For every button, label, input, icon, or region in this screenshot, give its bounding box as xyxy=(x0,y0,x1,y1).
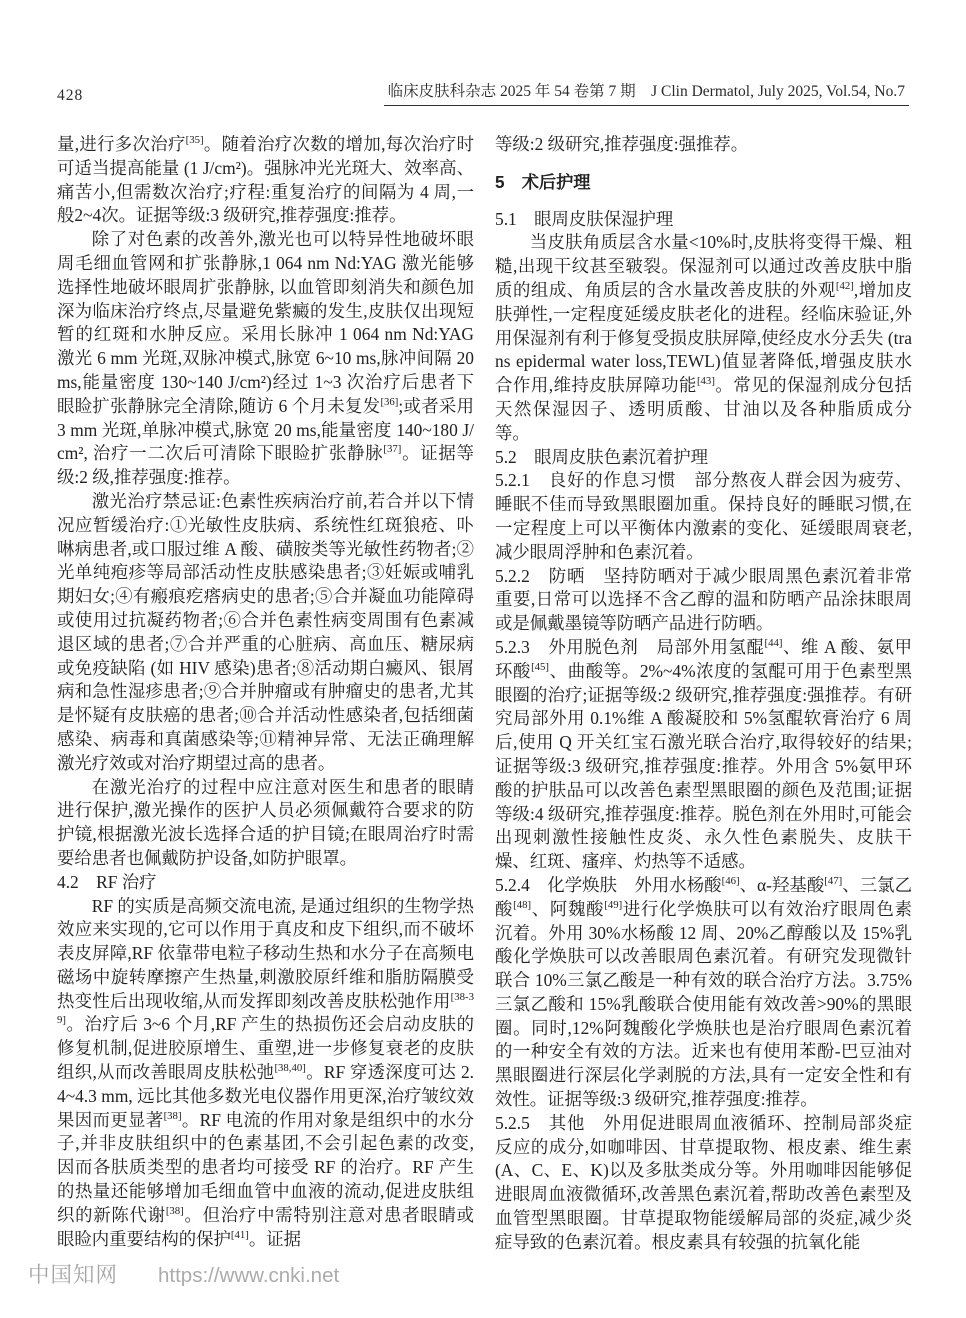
paragraph-continuation: 等级:2 级研究,推荐强度:强推荐。 xyxy=(495,134,749,154)
journal-citation: 临床皮肤科杂志 2025 年 54 卷第 7 期 J Clin Dermatol, July 2025, Vol.54, No.7 xyxy=(384,82,909,106)
paragraph: 5.2.1 良好的作息习惯 部分熬夜人群会因为疲劳、睡眠不佳而导致黑眼圈加重。保持良好的睡眠习惯,在一定程度上可以平衡体内激素的变化、延缓眼周衰老,减少眼周浮肿和色素沉着。 xyxy=(495,470,912,562)
page-header xyxy=(57,82,909,106)
section-heading-5-2: 5.2 眼周皮肤色素沉着护理 xyxy=(495,446,709,467)
left-column xyxy=(57,133,474,1255)
paragraph: 当皮肤角质层含水量<10%时,皮肤将变得干燥、粗糙,出现干纹甚至皲裂。保湿剂可以通过改善皮肤中脂质的组成、角质层的含水量改善皮肤的外观[42],增加皮肤弹性,一定程度延缓皮肤老化的进程。经临床验证,外用保湿剂有利于修复受损皮肤屏障,使经皮水分丢失 (trans epidermal water loss,TEWL)值显著降低,增强皮肤水合作用,维持皮肤屏障功能[43]。常见的保湿剂成分包括天然保湿因子、透明质酸、甘油以及各种脂质成分等。 xyxy=(495,232,912,443)
article-body xyxy=(57,133,911,1255)
page-number: 428 xyxy=(57,87,84,104)
section-heading-4-2: 4.2 RF 治疗 xyxy=(57,871,157,892)
section-heading-5-1: 5.1 眼周皮肤保湿护理 xyxy=(495,208,674,229)
paragraph: 5.2.2 防晒 坚持防晒对于减少眼周黑色素沉着非常重要,日常可以选择不含乙醇的温和防晒产品涂抹眼周或是佩戴墨镜等防晒产品进行防晒。 xyxy=(495,565,912,634)
cnki-site-url: https://www.cnki.net xyxy=(158,1264,340,1287)
paragraph: 5.2.3 外用脱色剂 局部外用氢醌[44]、维 A 酸、氨甲环酸[45]、曲酸等。2%~4%浓度的氢醌可用于色素型黑眼圈的治疗;证据等级:2 级研究,推荐强度:强推荐。有研究局部外用 0.1%维 A 酸凝胶和 5%氢醌软膏治疗 6 周后,使用 Q 开关红宝石激光联合治疗,取得较好的结果;证据等级:3 级研究,推荐强度:推荐。外用含 5%氨甲环酸的护肤品可以改善色素型黑眼圈的颜色及范围;证据等级:4 级研究,推荐强度:推荐。脱色剂在外用时,可能会出现刺激性接触性皮炎、永久性色素脱失、皮肤干燥、红斑、瘙痒、灼热等不适感。 xyxy=(495,636,912,872)
paragraph: 在激光治疗的过程中应注意对医生和患者的眼睛进行保护,激光操作的医护人员必须佩戴符合要求的防护镜,根据激光波长选择合适的护目镜;在眼周治疗时需要给患者也佩戴防护设备,如防护眼罩。 xyxy=(57,776,474,868)
paragraph: 5.2.4 化学焕肤 外用水杨酸[46]、α-羟基酸[47]、三氯乙酸[48]、阿魏酸[49]进行化学焕肤可以有效治疗眼周色素沉着。外用 30%水杨酸 12 周、20%乙醇酸以及 15%乳酸化学焕肤可以改善眼周色素沉着。有研究发现微针联合 10%三氯乙酸是一种有效的联合治疗方法。3.75%三氯乙酸和 15%乳酸联合使用能有效改善>90%的黑眼圈。同时,12%阿魏酸化学焕肤也是治疗眼周色素沉着的一种安全有效的方法。近来也有使用苯酚-巴豆油对黑眼圈进行深层化学剥脱的方法,具有一定安全性和有效性。证据等级:3 级研究,推荐强度:推荐。 xyxy=(495,874,912,1110)
paragraph: 除了对色素的改善外,激光也可以特异性地破坏眼周毛细血管网和扩张静脉,1 064 nm Nd:YAG 激光能够选择性地破坏眼周扩张静脉, 以血管即刻消失和颜色加深为临床治疗终点,尽量避免紫癜的发生,皮肤仅出现短暂的红斑和水肿反应。采用长脉冲 1 064 nm Nd:YAG 激光 6 mm 光斑,双脉冲模式,脉宽 6~10 ms,脉冲间隔 20 ms,能量密度 130~140 J/cm²)经过 1~3 次治疗后患者下眼睑扩张静脉完全清除,随访 6 个月未复发[36];或者采用 3 mm 光斑,单脉冲模式,脉宽 20 ms,能量密度 140~180 J/cm², 治疗一二次后可清除下眼睑扩张静脉[37]。证据等级:2 级,推荐强度:推荐。 xyxy=(57,229,474,488)
paragraph: RF 的实质是高频交流电流, 是通过组织的生物学热效应来实现的,它可以作用于真皮和皮下组织,而不破坏表皮屏障,RF 依靠带电粒子移动生热和水分子在高频电磁场中旋转摩擦产生热量,刺激胶原纤维和脂肪隔膜受热变性后出现收缩,从而发挥即刻改善皮肤松弛作用[38-39]。治疗后 3~6 个月,RF 产生的热损伤还会启动皮肤的修复机制,促进胶原增生、重塑,进一步修复衰老的皮肤组织,从而改善眼周皮肤松弛[38,40]。RF 穿透深度可达 2.4~4.3 mm, 远比其他多数光电仪器作用更深,治疗皱纹效果因而更显著[38]。RF 电流的作用对象是组织中的水分子,并非皮肤组织中的色素基团,不会引起色素的改变, 因而各肤质类型的患者均可接受 RF 的治疗。RF 产生的热量还能够增加毛细血管中血液的流动,促进皮肤组织的新陈代谢[38]。但治疗中需特别注意对患者眼睛或眼睑内重要结构的保护[41]。证据 xyxy=(57,895,474,1249)
cnki-site-name: 中国知网 xyxy=(28,1263,119,1287)
cnki-watermark xyxy=(28,1258,339,1289)
right-column xyxy=(495,133,912,1255)
paragraph: 5.2.5 其他 外用促进眼周血液循环、控制局部炎症反应的成分,如咖啡因、甘草提取物、根皮素、维生素 (A、C、E、K)以及多肽类成分等。外用咖啡因能够促进眼周血液微循环,改善黑色素沉着,帮助改善色素型及血管型黑眼圈。甘草提取物能缓解局部的炎症,减少炎症导致的色素沉着。根皮素具有较强的抗氧化能 xyxy=(495,1112,912,1252)
section-heading-5: 5 术后护理 xyxy=(495,171,591,192)
paragraph-continuation: 量,进行多次治疗[35]。随着治疗次数的增加,每次治疗时可适当提高能量 (1 J/cm²)。强脉冲光光斑大、效率高、痛苦小,但需数次治疗;疗程:重复治疗的间隔为 4 周,一般2~4次。证据等级:3 级研究,推荐强度:推荐。 xyxy=(57,134,474,226)
paragraph: 激光治疗禁忌证:色素性疾病治疗前,若合并以下情况应暂缓治疗:①光敏性皮肤病、系统性红斑狼疮、卟啉病患者,或口服过维 A 酸、磺胺类等光敏性药物者;②光单纯疱疹等局部活动性皮肤感染患者;③妊娠或哺乳期妇女;④有瘢痕疙瘩病史的患者;⑤合并凝血功能障碍或使用过抗凝药物者;⑥合并色素性病变周围有色素减退区域的患者;⑦合并严重的心脏病、高血压、糖尿病或免疫缺陷 (如 HIV 感染)患者;⑧活动期白癜风、银屑病和急性湿疹患者;⑨合并肿瘤或有肿瘤史的患者,尤其是怀疑有皮肤癌的患者;⑩合并活动性感染者,包括细菌感染、病毒和真菌感染等;⑪精神异常、无法正确理解激光疗效或对治疗期望过高的患者。 xyxy=(57,490,474,773)
